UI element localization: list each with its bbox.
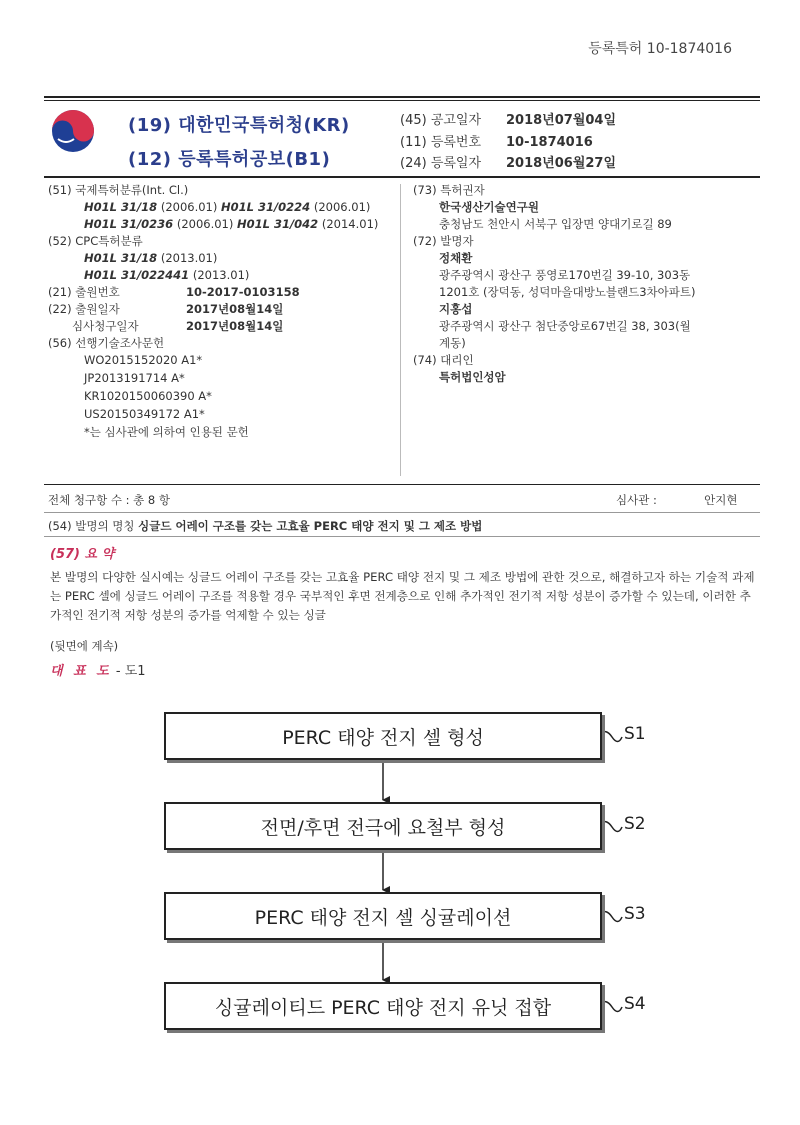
prior-art-label: (56) 선행기술조사문헌 [48, 336, 165, 350]
owner-label: (73) 특허권자 [413, 183, 485, 197]
cpc-date: (2013.01) [192, 268, 250, 282]
step-leader [600, 732, 622, 742]
ipc-label: (51) 국제특허분류(Int. Cl.) [48, 183, 189, 197]
flow-step-text: PERC 태양 전지 셀 싱귤레이션 [254, 906, 512, 929]
step-leader [600, 1002, 622, 1012]
header-row-label: (11) 등록번호 [400, 135, 482, 150]
application-number-label: (21) 출원번호 [48, 285, 120, 299]
representative-figure-label: 대 표 도 [50, 664, 112, 679]
flow-step-box [164, 892, 602, 940]
ipc-code: H01L 31/0224 [221, 200, 311, 214]
invention-title-value: 싱글드 어레이 구조를 갖는 고효율 PERC 태양 전지 및 그 제조 방법 [138, 519, 483, 533]
abstract-text: 본 발명의 다양한 실시예는 싱글드 어레이 구조를 갖는 고효율 PERC 태양 전지 및 그 제조 방법에 관한 것으로, 해결하고자 하는 기술적 과제는 PERC 셀에 싱글드 어레이 구조를 적용할 경우 국부적인 후면 전계층으로 인해 추가적인 전기적 저항 성분이 증가할 수 있는데, 이러한 추가적인 전기적 저항 성분의 증가를 억제할 수 있는 싱글 [50, 570, 755, 622]
ipc-code: H01L 31/042 [237, 217, 319, 231]
ipc-date: (2014.01) [321, 217, 379, 231]
cpc-code: H01L 31/022441 [84, 268, 190, 282]
ipc-date: (2006.01) [313, 200, 371, 214]
inventor-address: 1201호 (장덕동, 성덕마을대방노블랜드3차아파트) [439, 285, 696, 299]
step-leader [600, 822, 622, 832]
invention-title-label: (54) 발명의 명칭 [48, 519, 135, 533]
flow-step-label: S1 [624, 724, 646, 744]
representative-figure-value: - 도1 [115, 664, 146, 679]
cpc-code: H01L 31/18 [84, 251, 158, 265]
publication-type: (12) 등록특허공보(B1) [128, 149, 331, 170]
inventor-label: (72) 발명자 [413, 234, 474, 248]
flow-step-text: 싱귤레이티드 PERC 태양 전지 유닛 접합 [214, 996, 552, 1019]
ipc-code: H01L 31/18 [84, 200, 158, 214]
prior-art-note: *는 심사관에 의하여 인용된 문헌 [84, 425, 249, 439]
prior-art-item: US20150349172 A1* [84, 407, 205, 421]
owner-address: 충청남도 천안시 서북구 입장면 양대기로길 89 [439, 217, 672, 231]
exam-request-date-value: 2017년08월14일 [186, 319, 284, 333]
inventor-address: 광주광역시 광산구 첨단중앙로67번길 38, 303(월 [439, 319, 691, 333]
flow-step-label: S2 [624, 814, 646, 834]
step-leader [600, 912, 622, 922]
flow-step-text: PERC 태양 전지 셀 형성 [282, 726, 484, 749]
exam-request-date-label: 심사청구일자 [72, 319, 139, 333]
examiner-label: 심사관 : [616, 493, 657, 507]
application-number-value: 10-2017-0103158 [186, 285, 300, 299]
agent-name: 특허법인성암 [439, 370, 506, 384]
continued-note: (뒷면에 계속) [50, 639, 119, 653]
flow-step-label: S4 [624, 994, 646, 1014]
flow-step-label: S3 [624, 904, 646, 924]
cpc-date: (2013.01) [160, 251, 218, 265]
flow-step-box [164, 982, 602, 1030]
header-row-label: (45) 공고일자 [400, 113, 482, 128]
ipc-date: (2006.01) [176, 217, 234, 231]
cpc-label: (52) CPC특허분류 [48, 234, 143, 248]
prior-art-item: WO2015152020 A1* [84, 353, 203, 367]
agent-label: (74) 대리인 [413, 353, 474, 367]
flow-step-box [164, 802, 602, 850]
header-row-value: 10-1874016 [506, 135, 593, 150]
inventor-name: 정채환 [439, 251, 473, 265]
application-date-label: (22) 출원일자 [48, 302, 120, 316]
prior-art-item: KR1020150060390 A* [84, 389, 212, 403]
flow-step-box [164, 712, 602, 760]
claims-count: 전체 청구항 수 : 총 8 항 [48, 493, 170, 507]
prior-art-item: JP2013191714 A* [84, 371, 185, 385]
inventor-address: 광주광역시 광산구 풍영로170번길 39-10, 303동 [439, 268, 691, 282]
header-row-value: 2018년06월27일 [506, 156, 617, 171]
flow-step-text: 전면/후면 전극에 요철부 형성 [260, 816, 506, 839]
header-row-label: (24) 등록일자 [400, 156, 482, 171]
inventor-address: 계동) [439, 336, 466, 350]
owner-name: 한국생산기술연구원 [439, 200, 539, 214]
registration-number-top: 등록특허 10-1874016 [588, 41, 732, 57]
office-name: (19) 대한민국특허청(KR) [128, 115, 350, 136]
inventor-name: 지홍섭 [439, 302, 473, 316]
ipc-date: (2006.01) [160, 200, 218, 214]
examiner-name: 안지현 [704, 493, 738, 507]
header-row-value: 2018년07월04일 [506, 113, 617, 128]
abstract-heading: (57) 요 약 [50, 547, 115, 562]
application-date-value: 2017년08월14일 [186, 302, 284, 316]
ipc-code: H01L 31/0236 [84, 217, 174, 231]
